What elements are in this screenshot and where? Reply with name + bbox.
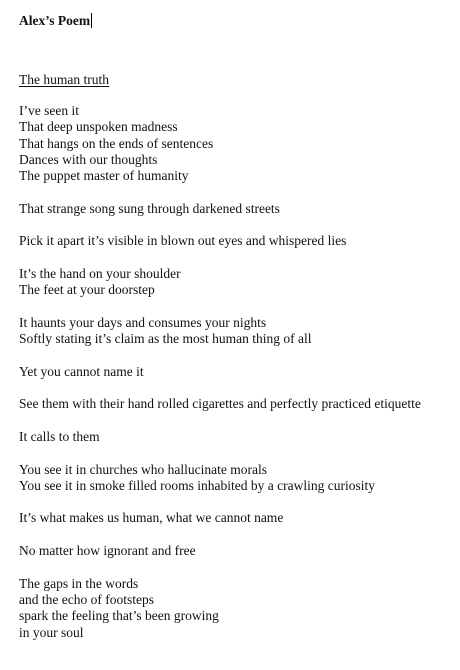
- poem-line: in your soul: [19, 624, 84, 640]
- poem-line: Softly stating it’s claim as the most human thing of all: [19, 331, 312, 347]
- poem-stanza: [19, 396, 449, 412]
- poem-line: That strange song sung through darkened streets: [19, 200, 280, 216]
- poem-line: The gaps in the words: [19, 575, 139, 591]
- poem-stanza: [19, 233, 449, 249]
- poem-stanza: [19, 462, 449, 495]
- poem-line: and the echo of footsteps: [19, 591, 154, 607]
- poem-stanza: [19, 103, 449, 184]
- poem-line: That hangs on the ends of sentences: [19, 135, 214, 151]
- poem-stanza: [19, 315, 449, 348]
- poem-body: [19, 103, 449, 657]
- poem-stanza: [19, 510, 449, 526]
- poem-line: That deep unspoken madness: [19, 119, 178, 135]
- document-title-line[interactable]: [19, 13, 92, 29]
- poem-line: It’s the hand on your shoulder: [19, 265, 181, 281]
- poem-line: It calls to them: [19, 428, 100, 444]
- poem-line: No matter how ignorant and free: [19, 543, 196, 559]
- poem-line: It’s what makes us human, what we cannot name: [19, 510, 284, 526]
- poem-line: It haunts your days and consumes your nights: [19, 314, 267, 330]
- document-title: Alex’s Poem: [19, 13, 91, 28]
- poem-line: The feet at your doorstep: [19, 282, 155, 298]
- poem-title: The human truth: [19, 72, 109, 87]
- poem-line: I’ve seen it: [19, 103, 79, 118]
- poem-stanza: [19, 364, 449, 380]
- poem-stanza: [19, 201, 449, 217]
- poem-line: You see it in smoke filled rooms inhabited by a crawling curiosity: [19, 477, 375, 493]
- poem-stanza: [19, 429, 449, 445]
- poem-stanza: [19, 576, 449, 641]
- poem-line: The puppet master of humanity: [19, 168, 189, 184]
- poem-line: spark the feeling that’s been growing: [19, 608, 219, 624]
- poem-line: You see it in churches who hallucinate morals: [19, 461, 267, 477]
- poem-line: Dances with our thoughts: [19, 151, 158, 167]
- poem-line: Yet you cannot name it: [19, 363, 144, 379]
- poem-stanza: [19, 543, 449, 559]
- text-cursor: [91, 13, 92, 28]
- poem-line: See them with their hand rolled cigarettes and perfectly practiced etiquette: [19, 396, 421, 412]
- poem-line: Pick it apart it’s visible in blown out eyes and whispered lies: [19, 233, 347, 249]
- poem-stanza: [19, 266, 449, 299]
